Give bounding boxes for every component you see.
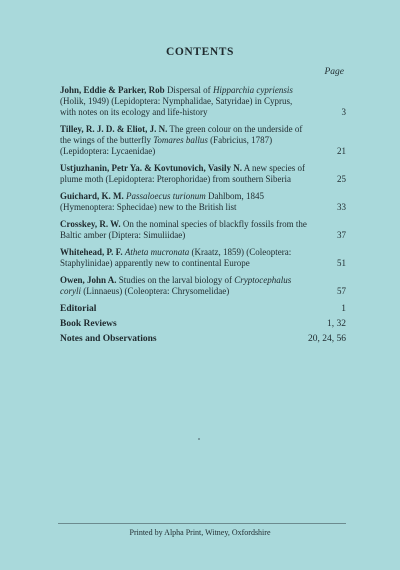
entry-text: [60, 275, 310, 297]
entry-title-part: (Fabricius, 1787) (Lepidoptera: Lycaenidae): [60, 135, 273, 156]
section-page-number: 1, 32: [327, 319, 346, 329]
entry-authors: Whitehead, P. F.: [60, 247, 123, 257]
speck-mark: [198, 438, 200, 440]
entry-text: [60, 163, 310, 185]
contents-entry: [60, 191, 346, 213]
section-page-number: 1: [341, 304, 346, 314]
section-label: Notes and Observations: [60, 334, 157, 344]
page-column-label: Page: [324, 67, 344, 77]
entry-title-part: (Kraatz, 1859) (Coleoptera: Staphylinidae) apparently new to continental Europe: [60, 247, 292, 268]
contents-entry: [60, 219, 346, 241]
entry-authors: Ustjuzhanin, Petr Ya. & Kovtunovich, Vasily N.: [60, 163, 243, 173]
printer-credit: Printed by Alpha Print, Witney, Oxfordshire: [129, 528, 271, 537]
section-label: Editorial: [60, 304, 97, 314]
entry-page-number: 25: [337, 174, 346, 184]
contents-entry: [60, 163, 346, 185]
entry-text: [60, 124, 310, 157]
entry-authors: Tilley, R. J. D. & Eliot, J. N.: [60, 124, 168, 134]
entry-page-number: 51: [337, 258, 346, 268]
entry-authors: Guichard, K. M.: [60, 191, 124, 201]
entry-species-name: Tomares ballus: [153, 135, 208, 145]
entry-title-part: Dispersal of: [164, 85, 213, 95]
entry-species-name: Cryptocephalus coryli: [60, 275, 292, 296]
contents-section: [60, 333, 346, 345]
entry-title-part: Dahlbom, 1845 (Hymenoptera: Sphecidae) new to the British list: [60, 191, 265, 212]
entry-species-name: Atheta mucronata: [124, 247, 190, 257]
entry-species-name: Passaloecus turionum: [126, 191, 206, 201]
contents-entry: [60, 124, 346, 157]
entry-page-number: 3: [341, 107, 346, 117]
contents-section: [60, 318, 346, 330]
entry-species-name: Hipparchia cypriensis: [212, 85, 293, 95]
entry-text: [60, 191, 310, 213]
entry-title-part: On the nominal species of blackfly fossils from the Baltic amber (Diptera: Simuliidae): [60, 219, 307, 240]
entry-title-part: The green colour on the underside of the wings of the butterfly: [60, 124, 303, 145]
contents-entry: [60, 85, 346, 118]
section-label: Book Reviews: [60, 319, 117, 329]
entry-title-part: A new species of plume moth (Lepidoptera: Pterophoridae) from southern Siberia: [60, 163, 306, 184]
entry-text: [60, 219, 310, 241]
contents-entry: [60, 247, 346, 269]
contents-section: [60, 303, 346, 315]
footer-divider: [58, 523, 346, 524]
entry-page-number: 57: [337, 286, 346, 296]
entry-title-part: Studies on the larval biology of: [116, 275, 235, 285]
contents-heading: CONTENTS: [165, 46, 235, 58]
entry-authors: John, Eddie & Parker, Rob: [60, 85, 165, 95]
entry-authors: Owen, John A.: [60, 275, 117, 285]
entry-title-part: (Holik, 1949) (Lepidoptera: Nymphalidae, Satyridae) in Cyprus, with notes on its ecology and life-history: [60, 96, 293, 117]
entry-authors: Crosskey, R. W.: [60, 219, 121, 229]
entry-page-number: 33: [337, 202, 346, 212]
contents-list: [60, 85, 346, 348]
entry-text: [60, 85, 310, 118]
entry-title-part: (Linnaeus) (Coleoptera: Chrysomelidae): [81, 286, 230, 296]
entry-page-number: 37: [337, 230, 346, 240]
entry-page-number: 21: [337, 146, 346, 156]
section-page-number: 20, 24, 56: [308, 334, 346, 344]
contents-entry: [60, 275, 346, 297]
entry-text: [60, 247, 310, 269]
